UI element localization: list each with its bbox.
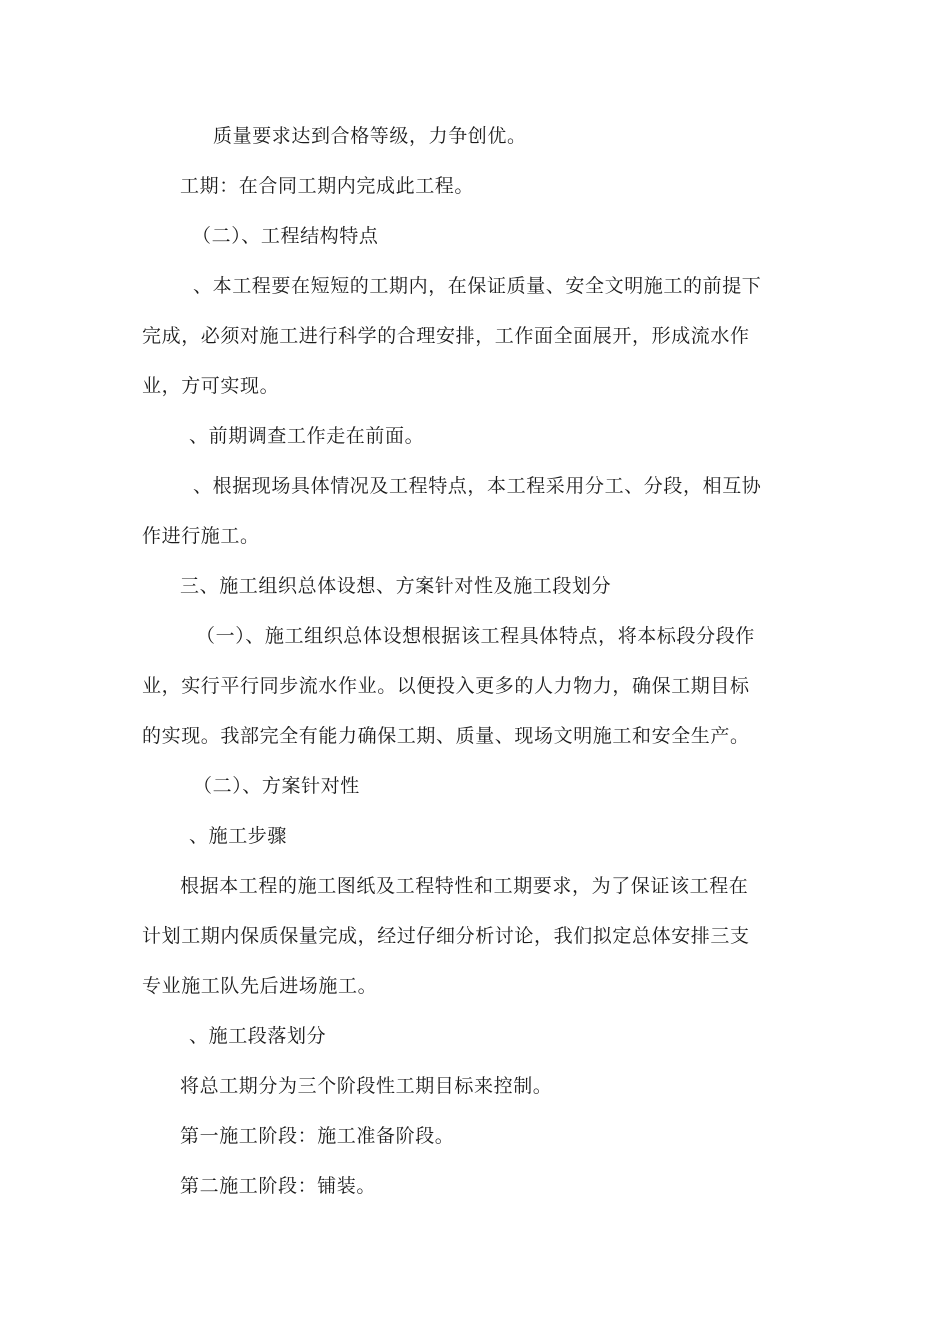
subheading-steps: 、施工步骤 [189, 825, 288, 847]
paragraph-line: 完成，必须对施工进行科学的合理安排，工作面全面展开，形成流水作 [142, 325, 750, 347]
quality-requirement-line: 质量要求达到合格等级，力争创优。 [213, 125, 527, 147]
paragraph-line: 、根据现场具体情况及工程特点，本工程采用分工、分段，相互协 [193, 475, 762, 497]
paragraph-line: 、前期调查工作走在前面。 [189, 425, 425, 447]
section-heading-structure: （二）、工程结构特点 [192, 225, 379, 247]
paragraph-line: 计划工期内保质保量完成，经过仔细分析讨论，我们拟定总体安排三支 [142, 925, 750, 947]
subheading-segments: 、施工段落划分 [189, 1025, 327, 1047]
paragraph-line: 根据本工程的施工图纸及工程特性和工期要求，为了保证该工程在 [180, 875, 749, 897]
paragraph-line: 业，实行平行同步流水作业。以便投入更多的人力物力，确保工期目标 [142, 675, 750, 697]
schedule-line: 工期：在合同工期内完成此工程。 [180, 175, 475, 197]
paragraph-line: 将总工期分为三个阶段性工期目标来控制。 [180, 1075, 553, 1097]
section-heading-organization: 三、施工组织总体设想、方案针对性及施工段划分 [180, 575, 612, 597]
paragraph-line: 专业施工队先后进场施工。 [142, 975, 378, 997]
paragraph-line: （一）、施工组织总体设想根据该工程具体特点，将本标段分段作 [196, 625, 755, 647]
paragraph-line: 业，方可实现。 [142, 375, 280, 397]
paragraph-line: 作进行施工。 [142, 525, 260, 547]
paragraph-line: 的实现。我部完全有能力确保工期、质量、现场文明施工和安全生产。 [142, 725, 750, 747]
section-heading-plan: （二）、方案针对性 [193, 775, 360, 797]
phase-two-line: 第二施工阶段：铺装。 [180, 1175, 377, 1197]
paragraph-line: 、本工程要在短短的工期内，在保证质量、安全文明施工的前提下 [193, 275, 762, 297]
phase-one-line: 第一施工阶段：施工准备阶段。 [180, 1125, 455, 1147]
